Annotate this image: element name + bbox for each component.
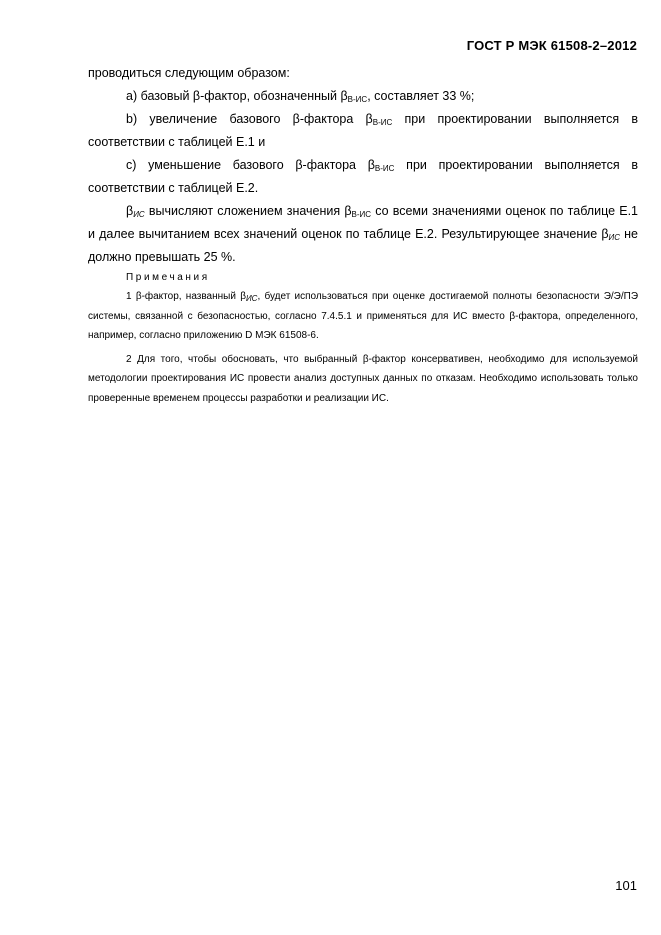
- item-b-subscript: B-ИС: [372, 118, 393, 127]
- calc-subscript-1: ИС: [133, 210, 145, 219]
- intro-line: проводиться следующим образом:: [88, 66, 290, 80]
- item-a-subscript: B-ИС: [347, 95, 368, 104]
- page-header-standard: ГОСТ Р МЭК 61508-2–2012: [466, 38, 637, 53]
- calc-post: со всеми значениями оценок по таблице Е.1 и далее вычитанием всех значений оценок по таблице Е.2. Результирующее значение β: [88, 204, 638, 241]
- page-number: 101: [615, 878, 637, 893]
- item-c-text: с) уменьшение базового β-фактора β: [126, 158, 375, 172]
- note-1-text: 1 β-фактор, названный β: [126, 291, 246, 302]
- note-1: [88, 287, 638, 346]
- list-item-b: [88, 108, 638, 154]
- item-b-tail: при проектировании выполняется в соответствии с таблицей Е.1 и: [88, 112, 638, 149]
- calc-beta: β: [126, 204, 134, 218]
- calc-subscript-2: B-ИС: [351, 210, 372, 219]
- document-body: [88, 62, 638, 408]
- note-1-subscript: ИС: [245, 294, 258, 303]
- calc-mid: вычисляют сложением значения β: [144, 204, 352, 218]
- note-2: 2 Для того, чтобы обосновать, что выбранный β-фактор консервативен, необходимо для используемой методологии проектирования ИС провести анализ доступных данных по отказам. Необходимо использовать только проверенные временем процессы разработки и реализации ИС.: [88, 353, 638, 404]
- calc-end: не должно превышать 25 %.: [88, 227, 638, 264]
- list-item-c: [88, 154, 638, 200]
- item-c-subscript: B-ИС: [374, 164, 395, 173]
- list-item-a: [88, 85, 638, 108]
- item-a-text: а) базовый β-фактор, обозначенный β: [126, 89, 348, 103]
- notes-heading: Примечания: [126, 272, 210, 283]
- note-1-tail: , будет использоваться при оценке достигаемой полноты безопасности Э/Э/ПЭ системы, связанной с безопасностью, согласно 7.4.5.1 и применяться для ИС вместо β-фактора, определенного, например, согласно приложению D МЭК 61508-6.: [88, 291, 639, 341]
- item-a-tail: , составляет 33 %;: [367, 89, 475, 103]
- item-c-tail: при проектировании выполняется в соответствии с таблицей Е.2.: [88, 158, 639, 195]
- calc-subscript-3: ИС: [608, 233, 621, 242]
- item-b-text: b) увеличение базового β-фактора β: [126, 112, 373, 126]
- calculation-paragraph: [88, 200, 638, 269]
